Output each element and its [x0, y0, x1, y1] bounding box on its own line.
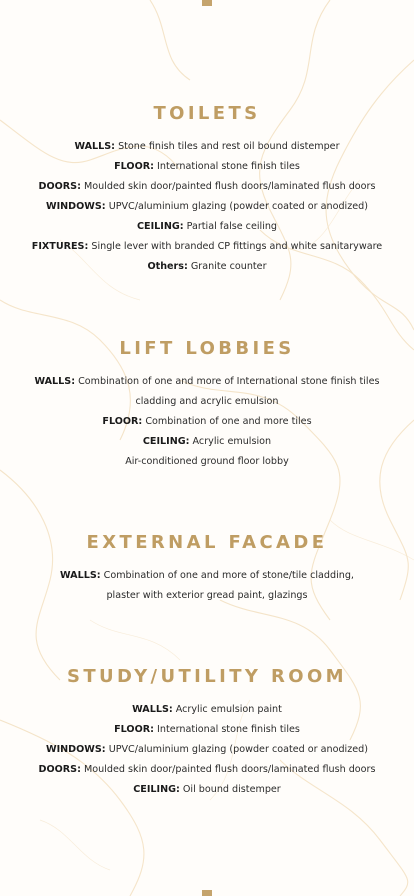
spec-label: FLOOR: [114, 161, 154, 172]
spec-text: Moulded skin door/painted flush doors/laminated flush doors [80, 764, 376, 775]
spec-text: Moulded skin door/painted flush doors/laminated flush doors [80, 181, 376, 192]
spec-text: International stone finish tiles [153, 161, 300, 172]
spec-label: CEILING: [133, 784, 180, 795]
spec-line [0, 237, 414, 257]
section-heading: TOILETS [153, 103, 261, 124]
spec-line [0, 372, 414, 392]
spec-text: UPVC/aluminium glazing (powder coated or anodized) [105, 744, 368, 755]
spec-label: WALLS: [132, 704, 173, 715]
section-heading: EXTERNAL FACADE [86, 532, 328, 553]
spec-line [0, 566, 414, 586]
spec-label: WALLS: [74, 141, 116, 152]
spec-text: UPVC/aluminium glazing (powder coated or anodized) [105, 201, 368, 212]
spec-label: FIXTURES: [31, 241, 89, 252]
spec-line [0, 452, 414, 472]
spec-line [0, 780, 414, 800]
spec-text: Combination of one and more of International stone finish tiles [75, 376, 380, 387]
spec-line [0, 177, 414, 197]
spec-text: plaster with exterior gread paint, glazings [106, 590, 308, 601]
section-lift-lobbies [0, 337, 414, 472]
spec-line [0, 157, 414, 177]
spec-label: CEILING: [136, 221, 184, 232]
spec-text: Granite counter [187, 261, 267, 272]
spec-label: Others: [147, 261, 188, 272]
section-toilets [0, 102, 414, 277]
section-study-utility-room [0, 665, 414, 800]
spec-label: FLOOR: [114, 724, 154, 735]
spec-label: WALLS: [34, 376, 76, 387]
spec-text: cladding and acrylic emulsion [135, 396, 279, 407]
spec-line [0, 257, 414, 277]
spec-line [0, 700, 414, 720]
spec-text: Combination of one and more tiles [142, 416, 312, 427]
spec-label: WINDOWS: [46, 744, 106, 755]
spec-line [0, 720, 414, 740]
spec-line [0, 392, 414, 412]
spec-text: Acrylic emulsion [189, 436, 272, 447]
spec-line [0, 412, 414, 432]
spec-line [0, 760, 414, 780]
spec-label: WINDOWS: [46, 201, 106, 212]
spec-text: Combination of one and more of stone/tile cladding, [100, 570, 354, 581]
spec-label: DOORS: [38, 181, 81, 192]
spec-line [0, 740, 414, 760]
spec-text: Acrylic emulsion paint [172, 704, 282, 715]
spec-line [0, 586, 414, 606]
spec-line [0, 217, 414, 237]
section-heading: STUDY/UTILITY ROOM [66, 666, 347, 687]
spec-label: DOORS: [38, 764, 81, 775]
spec-text: Air-conditioned ground floor lobby [125, 456, 289, 467]
spec-text: Oil bound distemper [179, 784, 281, 795]
spec-text: Partial false ceiling [183, 221, 278, 232]
top-accent-mark [202, 0, 212, 6]
spec-label: FLOOR: [102, 416, 143, 427]
section-heading: LIFT LOBBIES [119, 338, 295, 359]
spec-text: International stone finish tiles [153, 724, 300, 735]
spec-label: WALLS: [60, 570, 101, 581]
spec-line [0, 197, 414, 217]
spec-text: Single lever with branded CP fittings and white sanitaryware [88, 241, 383, 252]
spec-line [0, 432, 414, 452]
bottom-accent-mark [202, 890, 212, 896]
spec-text: Stone finish tiles and rest oil bound distemper [115, 141, 340, 152]
spec-line [0, 137, 414, 157]
spec-label: CEILING: [142, 436, 190, 447]
section-external-facade [0, 531, 414, 606]
